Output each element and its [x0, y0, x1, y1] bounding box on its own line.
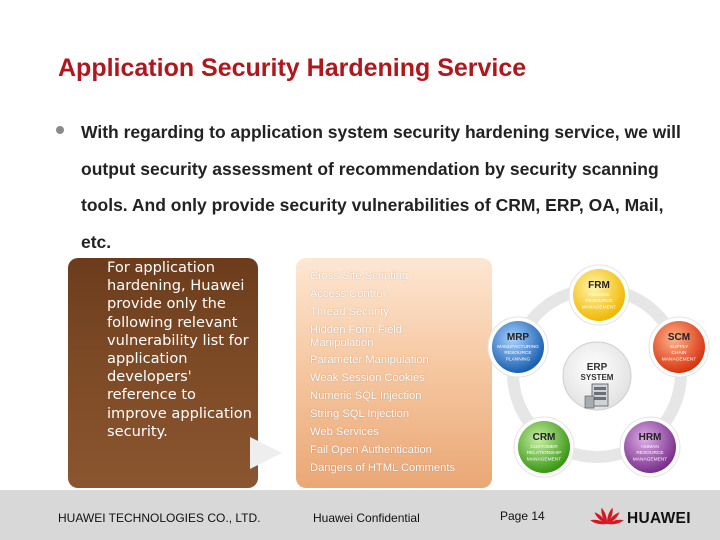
vulnerability-item: Fail Open Authentication	[310, 444, 432, 456]
vulnerability-item: Access Control	[310, 288, 386, 300]
diagram-node-subtitle: RELATIONSHIP	[526, 451, 562, 457]
diagram-node-subtitle: RESOURCE	[636, 451, 664, 457]
diagram-node-subtitle: HUMAN	[641, 445, 659, 450]
bullet-text: With regarding to application system security hardening service, we will output security assessment of recommendation by security scanning tools. And only provide security vulnerabilities of CRM, ERP, OA, Mail, etc.	[81, 122, 681, 252]
vulnerability-item: Cross Site Scripting	[310, 270, 409, 282]
diagram-node-title: HRM	[638, 432, 662, 443]
diagram-node-subtitle: SUPPLY	[669, 345, 689, 350]
diagram-node-title: FRM	[588, 280, 610, 291]
diagram-node-subtitle: RESOURCE	[504, 351, 532, 357]
bullet-dot	[56, 126, 64, 134]
vulnerability-item: Thread Security	[310, 306, 389, 318]
erp-system-diagram	[484, 262, 716, 488]
description-text: For application hardening, Huawei provide only the following relevant vulnerability list for application developers' reference to improve application security.	[107, 259, 252, 440]
vulnerability-item: Web Services	[310, 426, 379, 438]
diagram-node-hrm	[620, 417, 680, 477]
slide-title: Application Security Hardening Service	[58, 54, 527, 82]
diagram-node-frm	[569, 265, 629, 325]
vulnerability-item: Weak Session Cookies	[310, 372, 425, 384]
erp-center-title: ERP	[586, 362, 608, 373]
vulnerability-list	[310, 270, 490, 475]
diagram-node-subtitle: MANAGEMENT	[581, 305, 617, 311]
diagram-node-subtitle: FINANCE	[588, 293, 610, 298]
diagram-node-subtitle: MANUFACTURING	[497, 345, 539, 350]
diagram-node-title: MRP	[506, 332, 530, 343]
page-number: Page 14	[500, 509, 545, 523]
diagram-node-mrp	[488, 317, 548, 377]
diagram-node-subtitle: PLANNING	[505, 357, 531, 363]
arrow-right-icon	[250, 437, 282, 469]
diagram-node-subtitle: MANAGEMENT	[526, 457, 562, 463]
vulnerability-item: Hidden Form Field Manipulation	[310, 324, 403, 349]
vulnerability-item: String SQL Injection	[310, 408, 410, 420]
diagram-node-scm	[649, 317, 709, 377]
vulnerability-item: Dangers of HTML Comments	[310, 462, 456, 474]
diagram-node-subtitle: MANAGEMENT	[632, 457, 668, 463]
diagram-node-subtitle: CUSTOMER	[530, 445, 558, 450]
diagram-node-subtitle: RESOURCE	[585, 299, 613, 305]
footer-confidential: Huawei Confidential	[313, 511, 420, 525]
diagram-node-crm	[514, 417, 574, 477]
diagram-node-subtitle: MANAGEMENT	[661, 357, 697, 363]
erp-center-subtitle: SYSTEM	[580, 373, 614, 382]
diagram-node-subtitle: CHAIN	[671, 351, 687, 357]
diagram-node-title: CRM	[532, 432, 556, 443]
huawei-logo-text: HUAWEI	[627, 510, 691, 527]
footer-company: HUAWEI TECHNOLOGIES CO., LTD.	[58, 511, 261, 525]
vulnerability-item: Parameter Manipulation	[310, 354, 429, 366]
vulnerability-item: Numeric SQL Injection	[310, 390, 422, 402]
diagram-node-title: SCM	[667, 332, 691, 343]
